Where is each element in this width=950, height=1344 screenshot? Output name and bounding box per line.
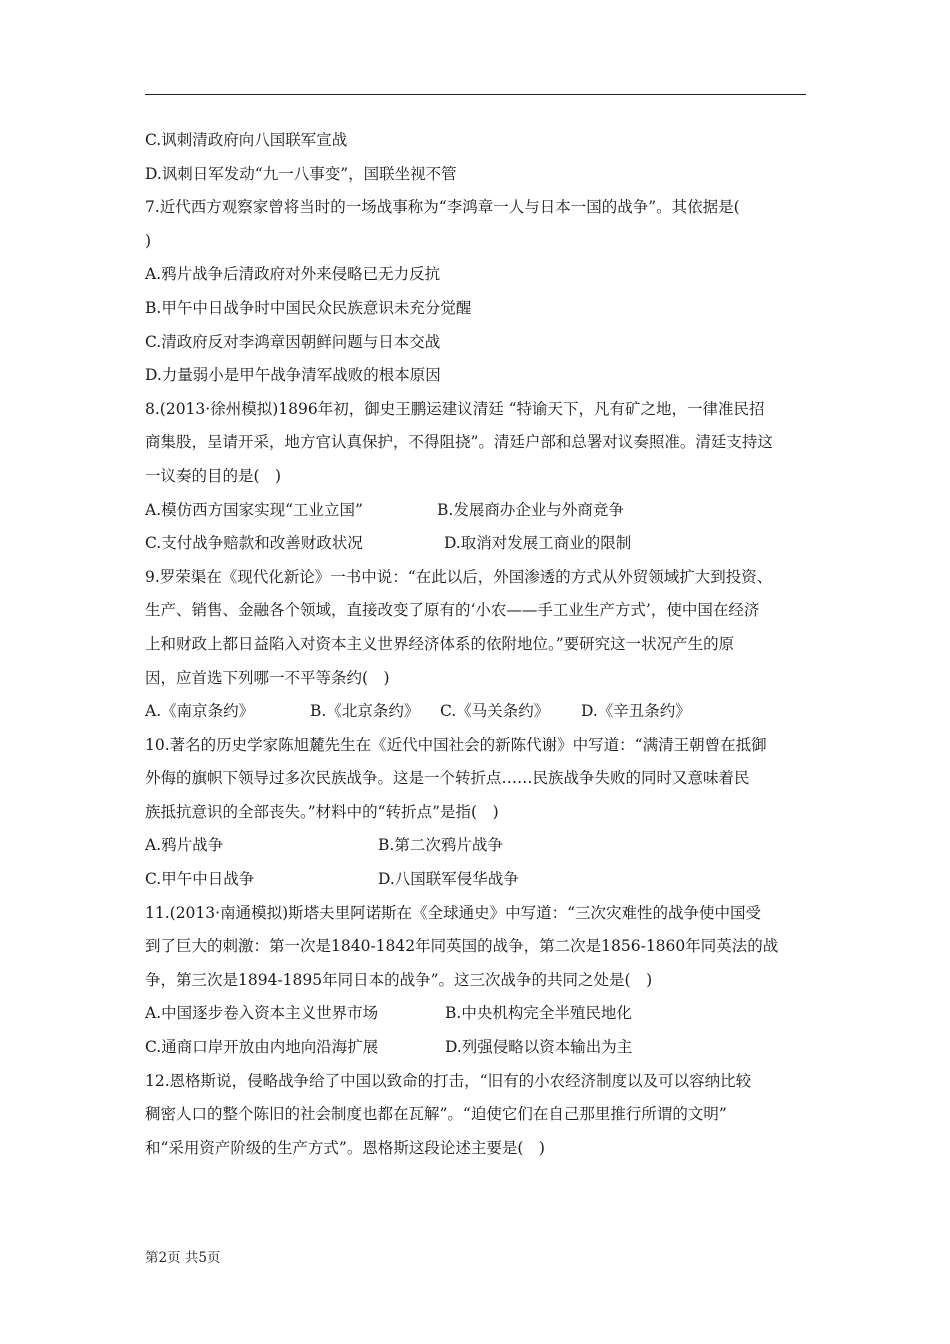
q9-stem-line-4: 因，应首选下列哪一不平等条约( ): [145, 668, 390, 687]
q11-option-d: D.列强侵略以资本输出为主: [445, 1038, 633, 1057]
q8-option-b: B.发展商办企业与外商竞争: [437, 500, 624, 519]
q10-option-c: C.甲午中日战争: [145, 870, 255, 889]
header-rule: [145, 94, 806, 95]
q9-option-a: A.《南京条约》: [145, 702, 255, 721]
q12-stem-line-1: 12.恩格斯说，侵略战争给了中国以致命的打击，“旧有的小农经济制度以及可以容纳比较: [145, 1071, 752, 1090]
q10-option-b: B.第二次鸦片战争: [378, 836, 503, 855]
q8-option-c: C.支付战争赔款和改善财政状况: [145, 534, 363, 553]
q11-option-b: B.中央机构完全半殖民地化: [445, 1004, 632, 1023]
q8-option-a: A.模仿西方国家实现“工业立国”: [145, 500, 363, 519]
q8-option-d: D.取消对发展工商业的限制: [444, 534, 632, 553]
q11-options-row-2: [145, 1031, 807, 1065]
q9-stem-line-3: 上和财政上都日益陷入对资本主义世界经济体系的依附地位。”要研究这一状况产生的原: [145, 634, 735, 653]
q7-stem-line-1: 7.近代西方观察家曾将当时的一场战事称为“李鸿章一人与日本一国的战争”。其依据是(: [145, 198, 740, 217]
q11-stem-line-1: 11.(2013·南通模拟)斯塔夫里阿诺斯在《全球通史》中写道：“三次灾难性的战争使中国受: [145, 903, 762, 922]
document-body: [145, 124, 807, 1165]
q9-stem-line-2: 生产、销售、金融各个领域，直接改变了原有的‘小农——手工业生产方式’，使中国在经济: [145, 601, 760, 620]
q9-options-row: [145, 695, 807, 729]
q10-option-a: A.鸦片战争: [145, 836, 224, 855]
q11-option-a: A.中国逐步卷入资本主义世界市场: [145, 1004, 379, 1023]
q11-stem-line-2: 到了巨大的刺激：第一次是1840-1842年同英国的战争，第二次是1856-1860年同英法的战: [145, 937, 779, 956]
q8-options-row-2: [145, 527, 807, 561]
q9-option-c: C.《马关条约》: [440, 702, 550, 721]
q11-options-row-1: [145, 997, 807, 1031]
q9-stem-line-1: 9.罗荣渠在《现代化新论》一书中说：“在此以后，外国渗透的方式从外贸领域扩大到投资、: [145, 567, 773, 586]
q7-stem-line-2: ): [145, 231, 152, 250]
q10-stem-line-2: 外侮的旗帜下领导过多次民族战争。这是一个转折点……民族战争失败的同时又意味着民: [145, 769, 750, 788]
q12-stem-line-2: 稠密人口的整个陈旧的社会制度也都在瓦解”。“迫使它们在自己那里推行所谓的文明”: [145, 1105, 727, 1124]
q11-stem-line-3: 争，第三次是1894-1895年同日本的战争”。这三次战争的共同之处是( ): [145, 970, 653, 989]
q9-option-b: B.《北京条约》: [310, 702, 420, 721]
q10-stem-line-1: 10.著名的历史学家陈旭麓先生在《近代中国社会的新陈代谢》中写道：“满清王朝曾在抵御: [145, 735, 767, 754]
q6-option-c: C.讽刺清政府向八国联军宣战: [145, 131, 348, 149]
q10-stem-line-3: 族抵抗意识的全部丧失。”材料中的“转折点”是指( ): [145, 802, 499, 821]
q11-option-c: C.通商口岸开放由内地向沿海扩展: [145, 1038, 379, 1057]
q10-option-d: D.八国联军侵华战争: [378, 870, 519, 889]
q7-option-b: B.甲午中日战争时中国民众民族意识未充分觉醒: [145, 298, 472, 317]
q8-stem-line-2: 商集股，呈请开采，地方官认真保护，不得阻挠”。清廷户部和总署对议奏照准。清廷支持这: [145, 433, 773, 452]
q10-options-row-2: [145, 863, 807, 897]
q10-options-row-1: [145, 829, 807, 863]
page-footer: 第2页 共5页: [145, 1250, 221, 1266]
q7-option-d: D.力量弱小是甲午战争清军战败的根本原因: [145, 366, 441, 385]
q12-stem-line-3: 和“采用资产阶级的生产方式”。恩格斯这段论述主要是( ): [145, 1138, 545, 1157]
q8-options-row-1: [145, 494, 807, 528]
q8-stem-line-3: 一议奏的目的是( ): [145, 466, 282, 485]
q9-option-d: D.《辛丑条约》: [581, 702, 691, 721]
q7-option-a: A.鸦片战争后清政府对外来侵略已无力反抗: [145, 265, 441, 284]
q8-stem-line-1: 8.(2013·徐州模拟)1896年初，御史王鹏运建议清廷 “特谕天下，凡有矿之地，一律准民招: [145, 399, 765, 418]
q6-option-d: D.讽刺日军发动“九一八事变”，国联坐视不管: [145, 164, 457, 183]
q7-option-c: C.清政府反对李鸿章因朝鲜问题与日本交战: [145, 332, 441, 351]
